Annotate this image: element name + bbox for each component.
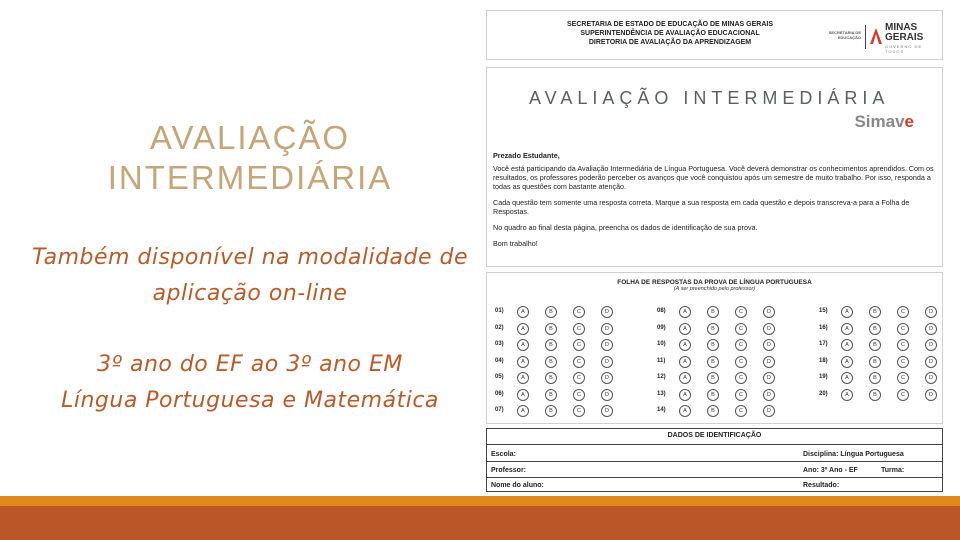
answer-option-a[interactable]: A: [679, 356, 691, 368]
answer-option-c[interactable]: C: [573, 306, 585, 318]
intro-paragraph-2: Cada questão tem somente uma resposta correta. Marque a sua resposta em cada questão e depois transcreva-a para a Folha de Respostas.: [493, 198, 910, 216]
availability-line-1: Também disponível na modalidade de: [31, 245, 469, 270]
answer-option-a[interactable]: A: [841, 356, 853, 368]
slide-title-line-1: AVALIAÇÃO: [149, 119, 351, 156]
answer-option-b[interactable]: B: [545, 372, 557, 384]
answer-option-a[interactable]: A: [841, 389, 853, 401]
answer-option-c[interactable]: C: [735, 405, 747, 417]
answer-option-b[interactable]: B: [707, 339, 719, 351]
answer-option-b[interactable]: B: [545, 323, 557, 335]
header-divider: [865, 25, 866, 49]
answer-sheet-title: FOLHA DE RESPOSTAS DA PROVA DE LÍNGUA PORTUGUESA: [617, 279, 812, 286]
answer-option-d[interactable]: D: [763, 389, 775, 401]
logo-line-2: GERAIS: [885, 32, 924, 43]
answer-option-b[interactable]: B: [869, 372, 881, 384]
school-field-label: Escola:: [491, 451, 516, 458]
answer-option-d[interactable]: D: [925, 339, 937, 351]
question-number: 19): [819, 374, 828, 380]
answer-option-a[interactable]: A: [517, 372, 529, 384]
answer-option-c[interactable]: C: [735, 339, 747, 351]
answer-option-d[interactable]: D: [601, 356, 613, 368]
answer-option-a[interactable]: A: [517, 356, 529, 368]
answer-option-a[interactable]: A: [679, 389, 691, 401]
question-number: 12): [657, 374, 666, 380]
secretaria-line-2: EDUCAÇÃO: [837, 35, 861, 40]
answer-option-a[interactable]: A: [679, 323, 691, 335]
answer-option-a[interactable]: A: [841, 306, 853, 318]
answer-option-d[interactable]: D: [763, 306, 775, 318]
answer-option-c[interactable]: C: [897, 389, 909, 401]
question-number: 15): [819, 308, 828, 314]
availability-text: [20, 240, 480, 312]
answer-option-d[interactable]: D: [601, 323, 613, 335]
intro-body: [493, 151, 941, 255]
class-field-label: Turma:: [881, 467, 905, 474]
answer-option-a[interactable]: A: [517, 306, 529, 318]
answer-option-d[interactable]: D: [925, 356, 937, 368]
header-line-3: DIRETORIA DE AVALIAÇÃO DA APRENDIZAGEM: [588, 39, 752, 46]
answer-option-b[interactable]: B: [707, 372, 719, 384]
answer-option-c[interactable]: C: [897, 356, 909, 368]
question-number: 14): [657, 407, 666, 413]
answer-option-d[interactable]: D: [925, 323, 937, 335]
question-number: 06): [495, 390, 504, 397]
grade-field-label: Ano: 3º Ano - EF: [803, 467, 858, 474]
teacher-field-label: Professor:: [491, 467, 527, 474]
intro-paragraph-3: No quadro ao final desta página, preencha os dados de identificação de sua prova.: [493, 223, 758, 232]
answer-option-c[interactable]: C: [735, 306, 747, 318]
answer-option-a[interactable]: A: [517, 389, 529, 401]
answer-option-a[interactable]: A: [517, 323, 529, 335]
answer-option-a[interactable]: A: [841, 339, 853, 351]
answer-option-c[interactable]: C: [897, 372, 909, 384]
question-number: 02): [495, 324, 504, 331]
question-number: 07): [495, 407, 504, 413]
answer-option-d[interactable]: D: [601, 405, 613, 417]
divider: [487, 461, 942, 462]
document-header: [486, 10, 943, 60]
answer-option-b[interactable]: B: [545, 389, 557, 401]
minas-gerais-logo-text: [885, 23, 923, 43]
identification-box: [486, 428, 943, 492]
intro-paragraph-1: Você está participando da Avaliação Intermediária de Língua Portuguesa. Você deverá demonstrar os conhecimentos aprendidos. Com os resultados, os professores poderão perceber os avanços que você conquistou após um semestre de muito trabalho. Por isso, responda a todas as questões com bastante atenção.: [493, 164, 934, 191]
answer-option-b[interactable]: B: [869, 356, 881, 368]
answer-option-d[interactable]: D: [925, 372, 937, 384]
answer-option-c[interactable]: C: [573, 405, 585, 417]
scope-line-2: Língua Portuguesa e Matemática: [61, 388, 439, 413]
answer-option-c[interactable]: C: [735, 356, 747, 368]
question-number: 04): [495, 357, 504, 364]
question-number: 16): [819, 324, 828, 331]
slide-title-line-2: INTERMEDIÁRIA: [107, 159, 393, 196]
answer-option-d[interactable]: D: [763, 323, 775, 335]
secretaria-line-1: SECRETARIA DE: [828, 30, 861, 35]
question-number: 05): [495, 374, 504, 380]
answer-option-b[interactable]: B: [707, 306, 719, 318]
answer-option-b[interactable]: B: [545, 356, 557, 368]
answer-option-c[interactable]: C: [573, 339, 585, 351]
scope-line-1: 3º ano do EF ao 3º ano EM: [97, 352, 403, 377]
answer-option-b[interactable]: B: [707, 323, 719, 335]
minas-gerais-logo-icon: [869, 27, 883, 45]
answer-option-d[interactable]: D: [763, 405, 775, 417]
answer-option-a[interactable]: A: [841, 323, 853, 335]
answer-option-d[interactable]: D: [925, 306, 937, 318]
greeting: Prezado Estudante,: [493, 151, 560, 160]
header-line-1: SECRETARIA DE ESTADO DE EDUCAÇÃO DE MINAS GERAIS: [567, 21, 773, 28]
simave-logo-accent: e: [904, 112, 914, 131]
question-number: 08): [657, 308, 666, 314]
header-line-2: SUPERINTENDÊNCIA DE AVALIAÇÃO EDUCACIONAL: [580, 30, 760, 37]
answer-option-d[interactable]: D: [763, 372, 775, 384]
document-intro: [486, 67, 943, 267]
answer-option-a[interactable]: A: [679, 405, 691, 417]
answer-option-d[interactable]: D: [601, 306, 613, 318]
result-field-label: Resultado:: [803, 482, 840, 489]
answer-option-b[interactable]: B: [545, 339, 557, 351]
answer-option-c[interactable]: C: [573, 372, 585, 384]
answer-option-a[interactable]: A: [517, 339, 529, 351]
secretaria-label: [817, 30, 861, 40]
answer-option-a[interactable]: A: [517, 405, 529, 417]
logo-line-1: MINAS: [885, 22, 918, 33]
answer-option-c[interactable]: C: [897, 339, 909, 351]
answer-option-c[interactable]: C: [735, 323, 747, 335]
header-institution: [545, 20, 795, 47]
footer-bar: [0, 506, 960, 540]
answer-option-d[interactable]: D: [601, 389, 613, 401]
question-number: 09): [657, 324, 666, 331]
answer-option-d[interactable]: D: [925, 389, 937, 401]
slide-title: [60, 118, 440, 198]
document-title: AVALIAÇÃO INTERMEDIÁRIA: [529, 88, 890, 108]
simave-logo-main: Simav: [854, 112, 905, 131]
question-number: 03): [495, 341, 504, 347]
answer-option-b[interactable]: B: [545, 405, 557, 417]
answer-sheet-note: (A ser preenchido pelo professor): [673, 286, 756, 292]
subject-field-label: Disciplina: Língua Portuguesa: [803, 451, 904, 458]
answer-option-c[interactable]: C: [573, 356, 585, 368]
closing: Bom trabalho!: [493, 239, 538, 248]
question-number: 01): [495, 308, 504, 314]
answer-option-b[interactable]: B: [869, 306, 881, 318]
scope-text: [20, 347, 480, 419]
answer-option-d[interactable]: D: [601, 339, 613, 351]
question-number: 17): [819, 341, 828, 347]
answer-option-c[interactable]: C: [897, 323, 909, 335]
question-number: 18): [819, 357, 828, 364]
divider: [487, 477, 942, 478]
answer-option-d[interactable]: D: [763, 356, 775, 368]
answer-option-b[interactable]: B: [707, 405, 719, 417]
footer-accent-bar: [0, 496, 960, 506]
simave-logo: [854, 112, 914, 132]
answer-option-b[interactable]: B: [545, 306, 557, 318]
divider: [487, 444, 942, 445]
answer-sheet: [486, 272, 943, 424]
answer-option-c[interactable]: C: [573, 323, 585, 335]
answer-option-c[interactable]: C: [897, 306, 909, 318]
answer-option-c[interactable]: C: [735, 389, 747, 401]
question-number: 11): [657, 357, 666, 364]
question-number: 13): [657, 390, 666, 397]
answer-option-a[interactable]: A: [679, 306, 691, 318]
answer-option-a[interactable]: A: [679, 372, 691, 384]
answer-option-a[interactable]: A: [679, 339, 691, 351]
answer-option-d[interactable]: D: [763, 339, 775, 351]
answer-option-c[interactable]: C: [735, 372, 747, 384]
answer-option-d[interactable]: D: [601, 372, 613, 384]
answer-option-b[interactable]: B: [707, 356, 719, 368]
answer-option-b[interactable]: B: [869, 323, 881, 335]
answer-option-b[interactable]: B: [707, 389, 719, 401]
availability-line-2: aplicação on-line: [152, 281, 348, 306]
question-number: 20): [819, 390, 828, 397]
logo-tagline: GOVERNO DE TODOS: [885, 44, 923, 54]
answer-option-b[interactable]: B: [869, 389, 881, 401]
question-number: 10): [657, 341, 666, 347]
answer-option-a[interactable]: A: [841, 372, 853, 384]
answer-option-c[interactable]: C: [573, 389, 585, 401]
student-name-field-label: Nome do aluno:: [491, 482, 544, 489]
answer-option-b[interactable]: B: [869, 339, 881, 351]
identification-title: DADOS DE IDENTIFICAÇÃO: [667, 432, 762, 439]
